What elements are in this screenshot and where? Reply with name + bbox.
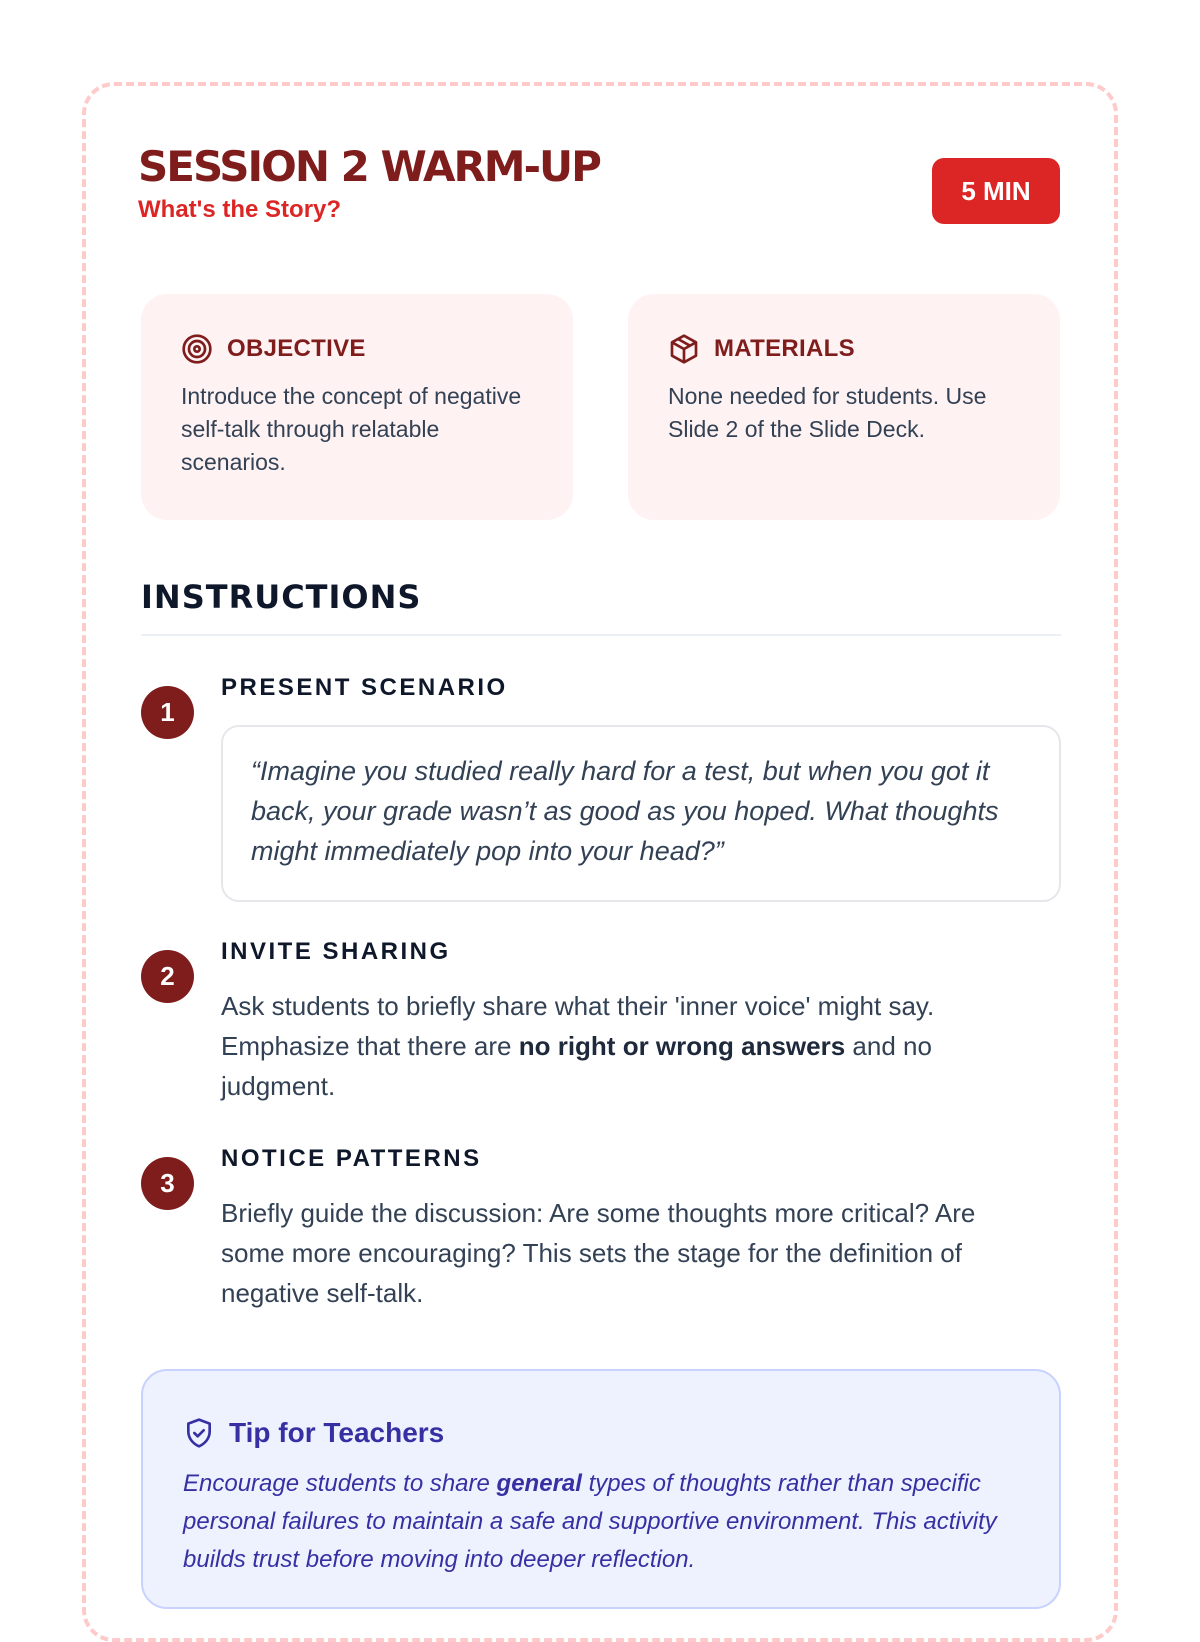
step-number: 2 — [141, 950, 194, 1003]
tip-text-part: Encourage students to share — [183, 1470, 497, 1497]
scenario-quote: “Imagine you studied really hard for a test, but when you got it back, your grade wasn’t as good as you hoped. What thoughts might immediately pop into your head?” — [221, 725, 1061, 902]
step-body — [221, 986, 1041, 1106]
teacher-tip — [141, 1369, 1061, 1609]
page-title: SESSION 2 WARM-UP — [138, 142, 600, 191]
step-title: NOTICE PATTERNS — [221, 1145, 482, 1172]
step-text: Ask students to briefly share what their 'inner voice' might say. Emphasize that there are — [221, 991, 935, 1061]
card-header — [138, 142, 1060, 242]
step-title: PRESENT SCENARIO — [221, 674, 508, 701]
box-icon — [668, 333, 700, 365]
page-subtitle: What's the Story? — [138, 196, 342, 223]
instructions-heading: INSTRUCTIONS — [141, 578, 422, 616]
tip-label: Tip for Teachers — [229, 1417, 445, 1448]
tip-text-part: types of thoughts rather than specific personal failures to maintain a safe and supportive environment. This activity builds trust before moving into deeper reflection. — [183, 1470, 997, 1573]
materials-label: MATERIALS — [714, 335, 855, 362]
tip-text-emphasis: general — [496, 1470, 582, 1497]
shield-check-icon — [183, 1417, 215, 1449]
materials-box — [628, 294, 1060, 520]
objective-label: OBJECTIVE — [227, 335, 366, 362]
objective-text: Introduce the concept of negative self-talk through relatable scenarios. — [181, 383, 522, 475]
step-body: Briefly guide the discussion: Are some thoughts more critical? Are some more encouraging? This sets the stage for the definition of negative self-talk. — [221, 1198, 976, 1308]
divider — [141, 634, 1061, 636]
step-number: 1 — [141, 686, 194, 739]
target-icon — [181, 333, 213, 365]
step-text-emphasis: no right or wrong answers — [518, 1031, 846, 1061]
objective-box — [141, 294, 573, 520]
duration-badge: 5 MIN — [932, 158, 1060, 224]
tip-text — [183, 1465, 1019, 1579]
step-title: INVITE SHARING — [221, 938, 451, 965]
step-number: 3 — [141, 1157, 194, 1210]
step-text: and no judgment. — [221, 1031, 932, 1101]
materials-text: None needed for students. Use Slide 2 of the Slide Deck. — [668, 383, 987, 442]
